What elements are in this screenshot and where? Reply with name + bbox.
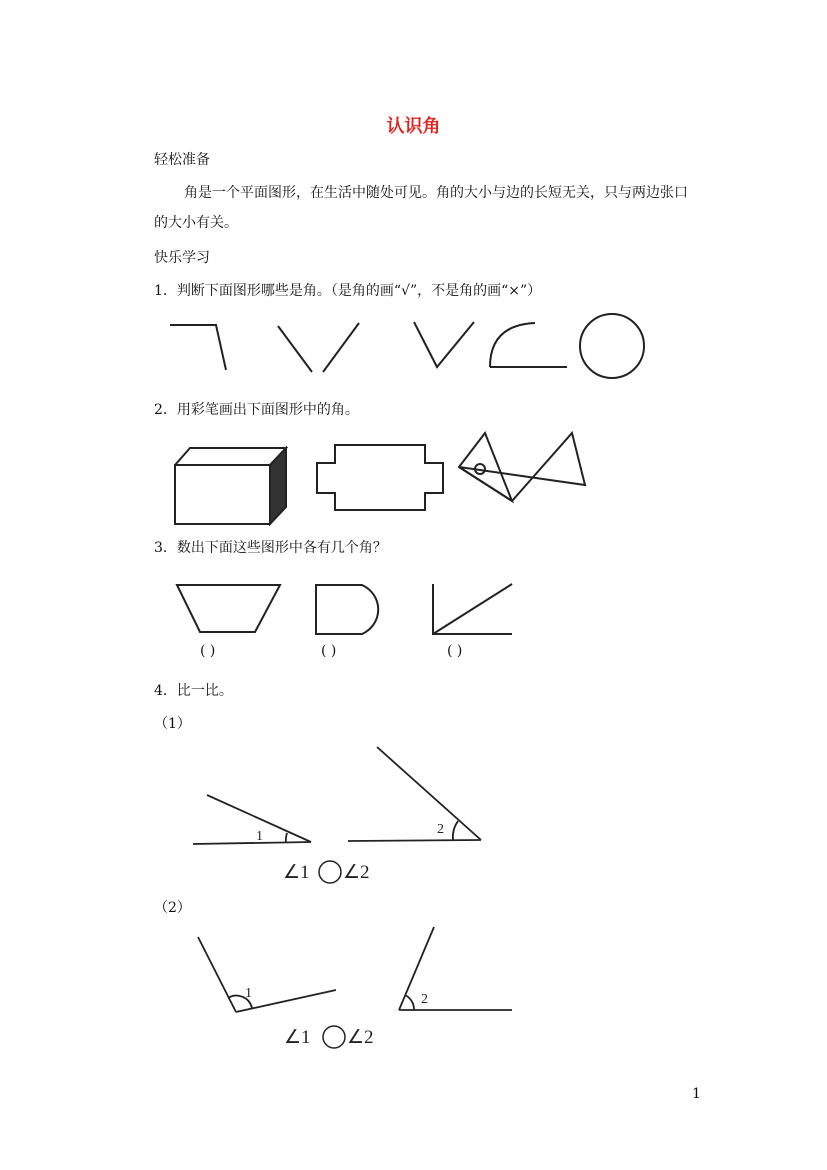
compare-1-figures: [0, 745, 827, 895]
angle-diagonal-ray: [433, 584, 512, 634]
question-4-part-1: （1）: [154, 716, 191, 732]
angle-1-base: [193, 842, 311, 844]
intro-text: 角是一个平面图形，在生活中随处可见。角的大小与边的长短无关，只与两边张口的大小有关。: [154, 185, 688, 231]
compare-2-figures: [0, 920, 827, 1050]
answer-blank-3[interactable]: ( ): [447, 643, 463, 659]
cross-shape-figure: [317, 445, 443, 510]
compare-2-answer-circle: [323, 1026, 345, 1048]
angle-2-side: [399, 927, 434, 1010]
angle-2-base: [348, 840, 481, 841]
question-3: 3．数出下面这些图形中各有几个角？: [154, 540, 387, 556]
compare-2-right-expr: ∠2: [347, 1027, 374, 1048]
q2-figures: [0, 425, 827, 535]
bent-line-figure: [170, 325, 226, 370]
angle-2-arc: [453, 821, 458, 840]
angle-2-label: 2: [437, 822, 444, 837]
cuboid-front-face: [175, 465, 270, 524]
page-number: 1: [692, 1086, 701, 1102]
q3-figures: [0, 578, 827, 658]
curved-sector-figure: [490, 323, 567, 367]
angle-1-label-2: 1: [245, 986, 252, 1001]
section-heading-learn: 快乐学习: [154, 250, 210, 266]
angle-2-label-2: 2: [421, 992, 428, 1007]
angle-v-figure: [414, 322, 474, 367]
question-1: 1．判断下面图形哪些是角。（是角的画“√”，不是角的画“×”）: [154, 283, 542, 299]
compare-1-answer-circle: [319, 861, 341, 883]
page-title: 认识角: [386, 116, 441, 137]
open-lines-figure-left: [278, 326, 312, 372]
question-4-part-2: （2）: [154, 900, 191, 916]
circle-figure: [580, 314, 644, 378]
compare-1-left-expr: ∠1: [283, 862, 310, 883]
angle-2-arc: [405, 995, 414, 1010]
question-4: 4．比一比。: [154, 683, 233, 699]
intro-paragraph: [154, 178, 694, 238]
angle-2-side: [377, 747, 481, 840]
question-2: 2．用彩笔画出下面图形中的角。: [154, 402, 359, 418]
answer-blank-1[interactable]: ( ): [200, 643, 216, 659]
section-heading-prepare: 轻松准备: [154, 152, 210, 168]
cuboid-side-face: [270, 448, 286, 524]
q1-figures: [0, 305, 827, 405]
open-lines-figure-right: [323, 323, 359, 372]
cuboid-top-face: [175, 448, 286, 465]
compare-2-left-expr: ∠1: [284, 1027, 311, 1048]
angle-1-left-side: [198, 937, 236, 1012]
angle-1-label: 1: [256, 829, 263, 844]
answer-blank-2[interactable]: ( ): [321, 643, 337, 659]
compare-1-right-expr: ∠2: [343, 862, 370, 883]
angle-1-arc: [286, 833, 287, 843]
semicircle-rect-figure: [316, 585, 378, 634]
trapezoid-figure: [177, 585, 280, 632]
